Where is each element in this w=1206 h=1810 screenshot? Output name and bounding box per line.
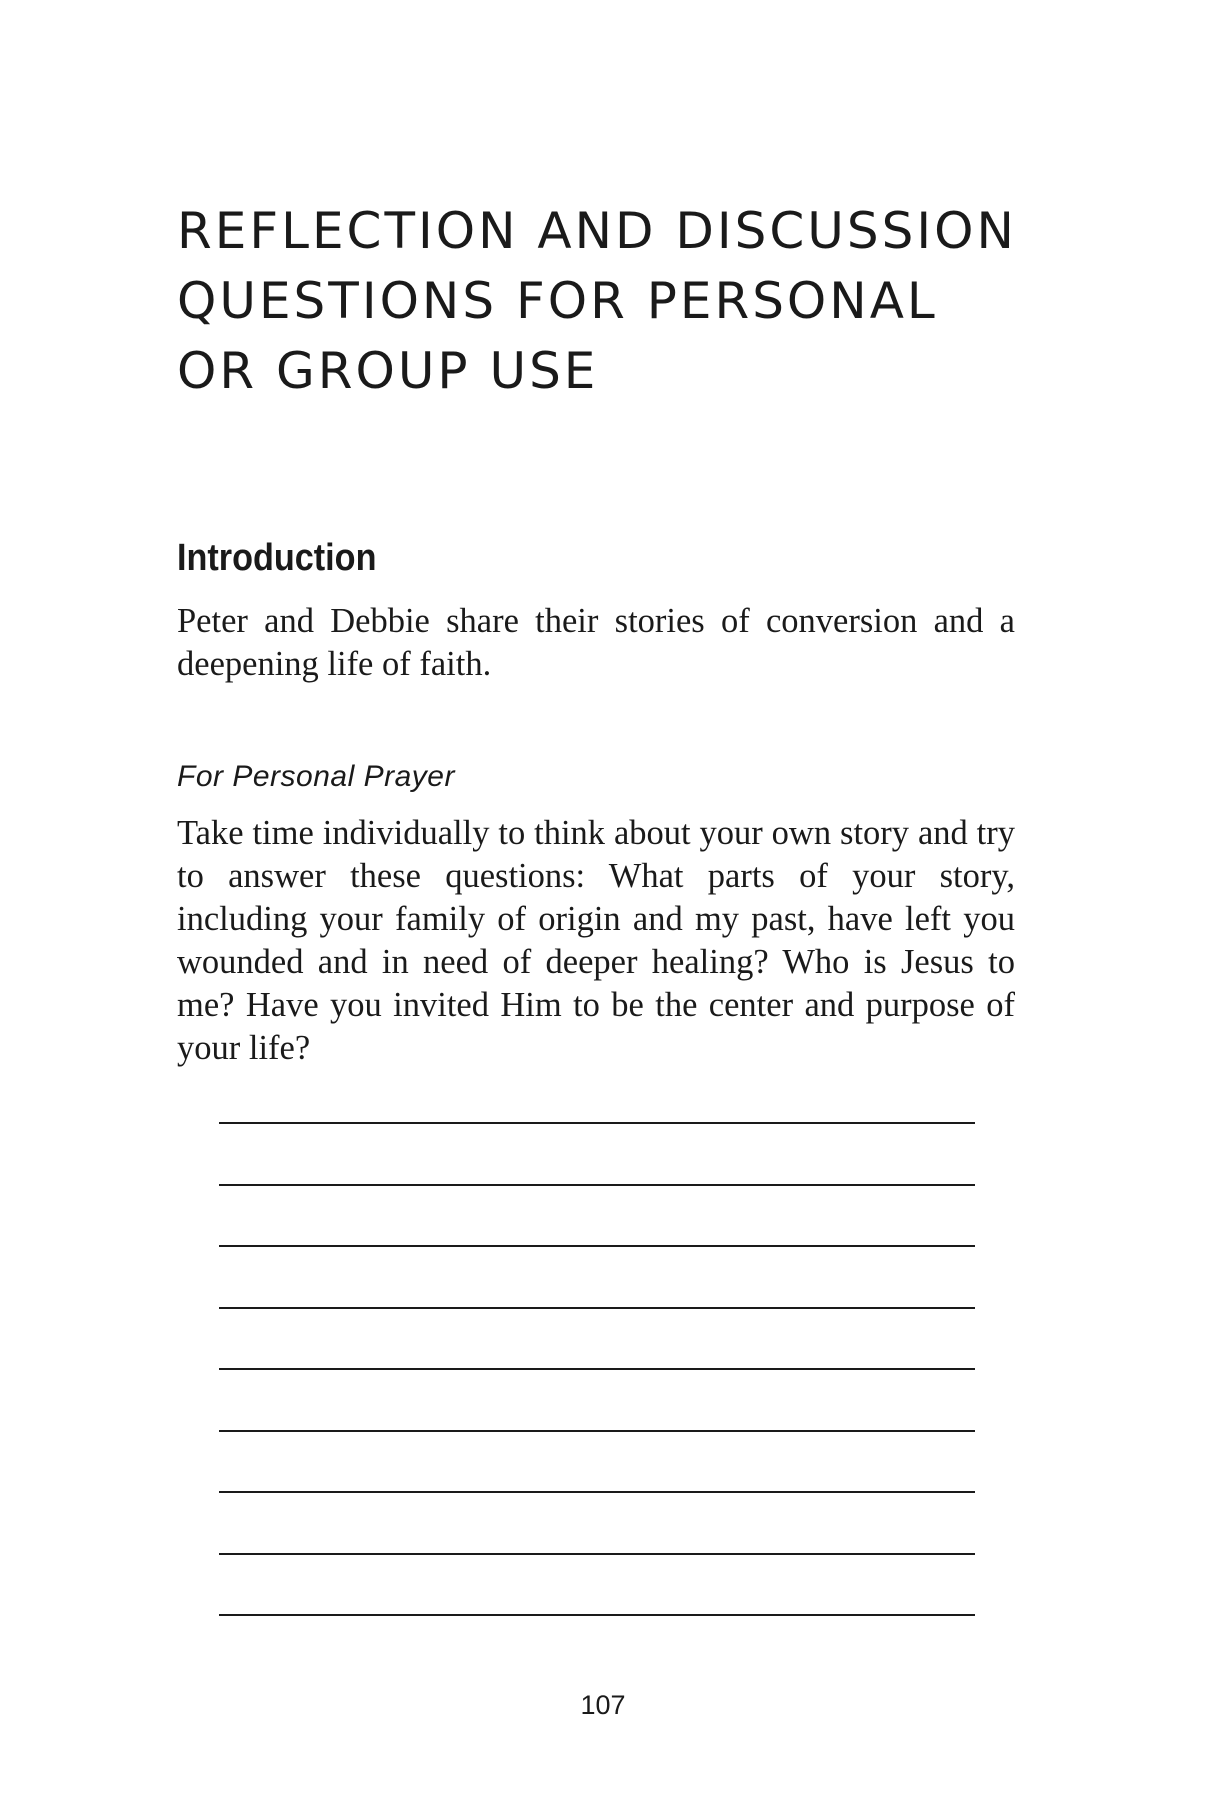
chapter-title-line-2: QUESTIONS FOR PERSONAL [177,272,938,330]
section-heading-introduction: Introduction [177,537,377,579]
chapter-title-line-1: REFLECTION AND DISCUSSION [177,202,1017,260]
writing-line[interactable] [219,1307,975,1309]
writing-line[interactable] [219,1368,975,1370]
writing-line[interactable] [219,1430,975,1432]
chapter-title-line-3: OR GROUP USE [177,342,599,400]
page-number: 107 [580,1690,626,1720]
writing-lines[interactable] [219,1122,975,1676]
introduction-paragraph: Peter and Debbie share their stories of conversion and a deepening life of faith. [177,602,1015,683]
sub-heading-personal-prayer: For Personal Prayer [177,760,455,793]
writing-line[interactable] [219,1245,975,1247]
writing-line[interactable] [219,1553,975,1555]
writing-line[interactable] [219,1614,975,1616]
writing-line[interactable] [219,1122,975,1124]
writing-line[interactable] [219,1184,975,1186]
personal-prayer-paragraph: Take time individually to think about your own story and try to answer these questions: What parts of your story, including your family of origin and my past, have left you wounded and in need of deeper healing? Who is Jesus to me? Have you invited Him to be the center and purpose of your life? [177,814,1015,1067]
writing-line[interactable] [219,1491,975,1493]
chapter-title [177,196,1077,406]
